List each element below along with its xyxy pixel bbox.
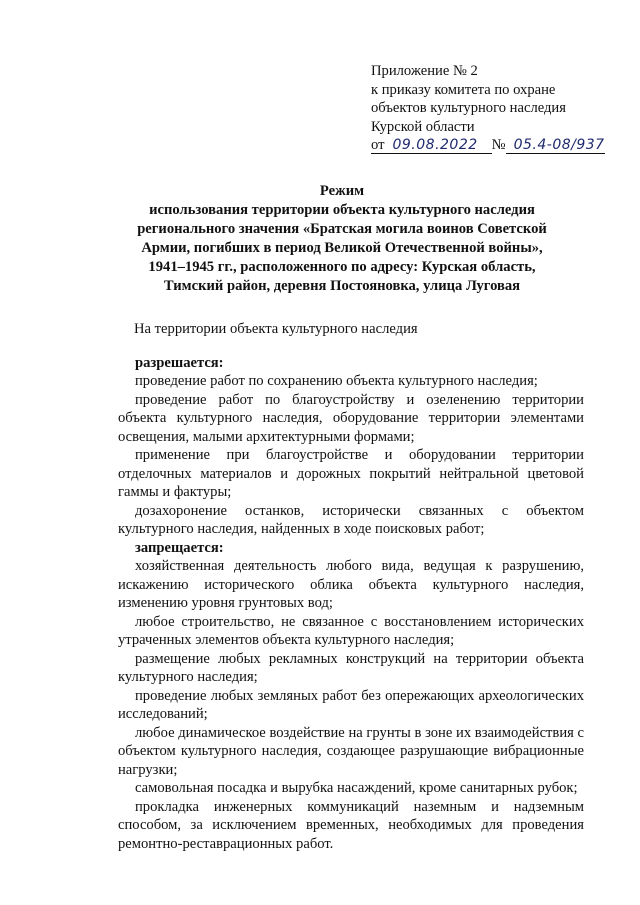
title-line: Тимский район, деревня Постояновка, улица Луговая: [163, 278, 521, 294]
appendix-date-line: [371, 136, 621, 155]
handwritten-date: 09.08.2022: [392, 137, 478, 153]
forbidden-item: любое динамическое воздействие на грунты в зоне их взаимодействия с объектом культурного наследия, создающее разрушающие вибрационные нагрузки;: [118, 724, 584, 778]
title-line: Режим: [319, 183, 365, 199]
appendix-committee-line: объектов культурного наследия: [371, 100, 566, 116]
handwritten-number: 05.4-08/937: [513, 137, 605, 153]
forbidden-item: проведение любых земляных работ без опережающих археологических исследований;: [118, 687, 584, 722]
appendix-block: [371, 62, 621, 155]
forbidden-heading: запрещается:: [135, 539, 224, 556]
forbidden-item: размещение любых рекламных конструкций на территории объекта культурного наследия;: [118, 650, 584, 685]
title-line: 1941–1945 гг., расположенного по адресу: Курская область,: [148, 259, 536, 275]
forbidden-item: прокладка инженерных коммуникаций наземным и надземным способом, за исключением временных, необходимых для проведения ремонтно-реставрационных работ.: [118, 798, 584, 852]
intro-text: На территории объекта культурного наследия: [134, 321, 418, 337]
number-prefix: №: [491, 137, 506, 153]
appendix-number: Приложение № 2: [371, 63, 478, 79]
title-line: Армии, погибших в период Великой Отечественной войны»,: [141, 240, 543, 256]
forbidden-item: любое строительство, не связанное с восстановлением исторических утраченных элементов объекта культурного наследия;: [118, 613, 584, 648]
title-line: использования территории объекта культурного наследия: [149, 202, 535, 218]
allowed-item: дозахоронение останков, исторически связанных с объектом культурного наследия, найденных в ходе поисковых работ;: [118, 502, 584, 537]
document-body: [118, 320, 584, 853]
appendix-region-line: Курской области: [371, 118, 475, 135]
number-field: [506, 137, 605, 154]
title-line: регионального значения «Братская могила воинов Советской: [137, 221, 547, 237]
forbidden-item: хозяйственная деятельность любого вида, ведущая к разрушению, искажению исторического облика объекта культурного наследия, изменению уровня грунтовых вод;: [118, 558, 584, 611]
forbidden-item: самовольная посадка и вырубка насаждений, кроме санитарных рубок;: [135, 780, 578, 796]
allowed-item: проведение работ по благоустройству и озеленению территории объекта культурного наследия, оборудование территории элементами освещения, малыми архитектурными формами;: [118, 391, 584, 445]
allowed-heading: разрешается:: [135, 354, 224, 371]
document-title: [112, 182, 572, 296]
appendix-order-line: к приказу комитета по охране: [371, 81, 556, 98]
allowed-item: проведение работ по сохранению объекта культурного наследия;: [135, 373, 538, 389]
allowed-item: применение при благоустройстве и оборудовании территории отделочных материалов и дорожных покрытий нейтральной цветовой гаммы и фактуры;: [118, 447, 584, 500]
date-field: [371, 137, 492, 154]
date-prefix: от: [371, 137, 385, 153]
